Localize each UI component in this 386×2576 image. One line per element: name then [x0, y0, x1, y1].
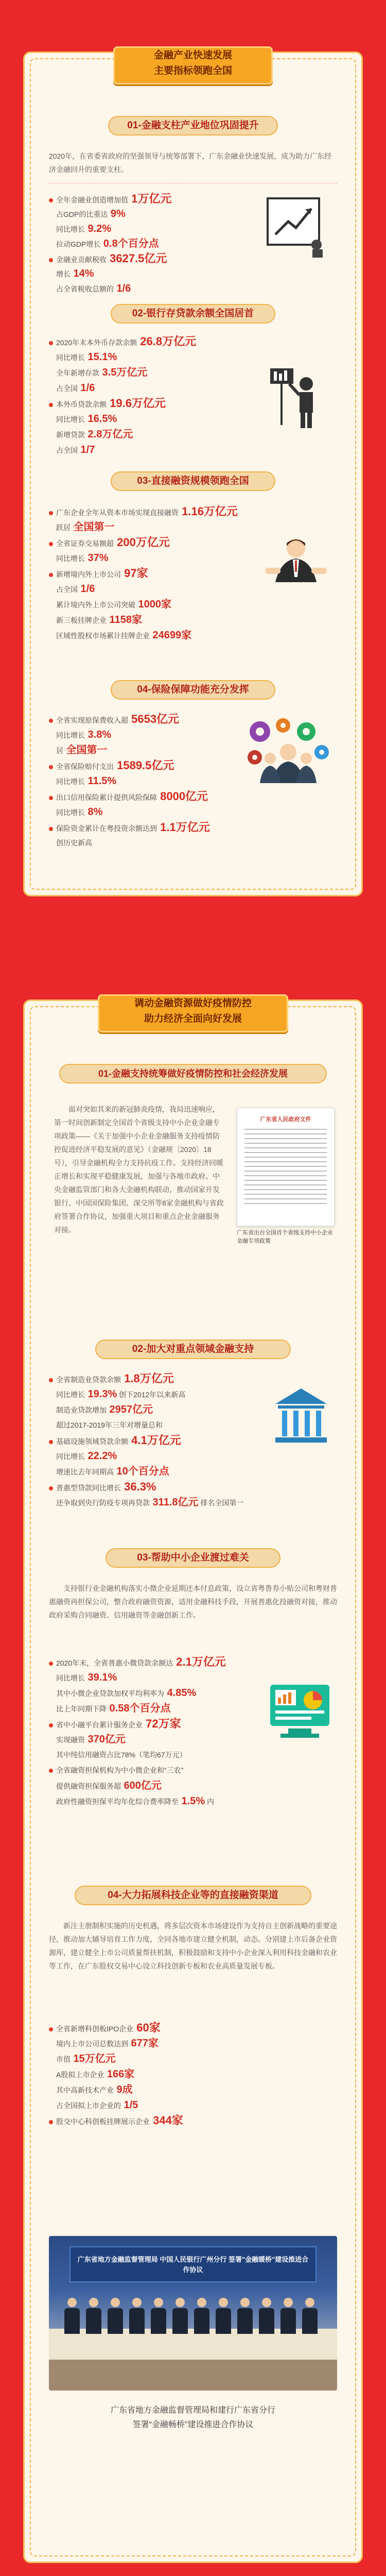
stat-value: 1/6: [78, 382, 95, 394]
section-intro: 2020年，在省委省政府的坚强领导与统筹部署下，广东金融业快速发展，成为助力广东经济金融回升的重要支柱。: [49, 152, 332, 174]
bullet-dot-icon: [49, 511, 53, 515]
stat-label: 拉动GDP增长: [56, 240, 101, 248]
stat-row: [56, 729, 111, 741]
stat-label: 增长: [56, 270, 71, 278]
stat-value: 19.6万亿元: [107, 397, 166, 410]
stat-row: [56, 429, 133, 440]
stat-label: 占全省税收总额的: [56, 285, 114, 293]
stat-row: [49, 714, 179, 726]
stat-value: 22.2%: [85, 1450, 117, 1462]
section-text: 面对突如其来的新冠肺炎疫情，我局迅速响应，第一时间创新制定全国首个省级支持中小企业金融专项政策——《关于加强中小企业金融服务支持疫情防控促进经济平稳发展的意见》（金融规〔2020〕18号），引导金融机构全力支持抗疫工作。支持经济回暖正增长和实现平稳健康发展，加强与各地市政府、中央金融监管部门和各大金融机构联动，推动国家开发银行、中国国保险集团、深交所等8家金融机构与省政府签署合作协议，加强重大项目和重点企业金融服务对接。: [54, 1105, 224, 1234]
stat-value: 3.5万亿元: [99, 367, 148, 378]
stat-value: 8%: [85, 806, 103, 818]
stat-value: 2957亿元: [107, 1404, 153, 1415]
stat-value: 19.3%: [85, 1388, 117, 1400]
stat-value: 1000家: [135, 599, 172, 610]
document-caption: 广东省出台全国首个省级支持中小企业金融专项政策: [237, 1230, 333, 1244]
stat-label: 全省实现原保费收入超: [56, 716, 128, 724]
stat-value: 0.58个百分点: [107, 1703, 171, 1714]
person-figure: [237, 2298, 253, 2334]
team-gears-icon: [244, 716, 332, 783]
stat-value: 1/7: [78, 444, 95, 455]
section-heading: 01-金融支柱产业地位巩固提升: [108, 116, 278, 135]
stat-label: 跃居: [56, 523, 71, 532]
bullet-dot-icon: [49, 198, 53, 202]
stat-row: [56, 2038, 159, 2049]
stat-row: [49, 1656, 226, 1669]
stat-row: [56, 444, 95, 456]
bullet-dot-icon: [49, 765, 53, 769]
stat-value: 1/6: [114, 283, 131, 294]
bullet-dot-icon: [49, 258, 53, 262]
stat-label: 占全国: [56, 585, 78, 594]
stat-label: 出口信用保险累计提供风险保障: [56, 793, 157, 802]
stat-label: 同比增长: [56, 415, 85, 423]
bullet-dot-icon: [49, 1440, 53, 1444]
stat-label: 占全国: [56, 446, 78, 454]
stat-value: 3.8%: [85, 729, 112, 740]
stat-row: [56, 2069, 134, 2080]
stat-row: [56, 2099, 138, 2111]
stat-row: [56, 1404, 153, 1416]
stat-value: 344家: [150, 2114, 183, 2127]
stat-label: 2020年末本外币存款余额: [56, 338, 137, 347]
ribbon-line-1: 调动金融资源做好疫情防控: [134, 998, 252, 1009]
stat-value: 14%: [71, 268, 94, 279]
stat-row: [56, 268, 94, 280]
bank-building-icon: [273, 1386, 329, 1448]
stat-row: [56, 351, 117, 363]
stat-label: 股交中心科创板挂牌展示企业: [56, 2117, 150, 2126]
stat-label: 同比增长: [56, 353, 85, 362]
stat-value: 0.8个百分点: [100, 238, 159, 249]
person-figure: [172, 2298, 188, 2334]
stat-value: 4.85%: [164, 1687, 197, 1699]
stat-label: 同比增长: [56, 731, 85, 739]
stat-row: [56, 413, 117, 425]
stat-row: [56, 583, 95, 595]
section-heading: 04-保险保障功能充分发挥: [111, 680, 275, 700]
section-intro: 新注主册制积实施的历史机遇，将多层次资本市场建设作为支持自主创新战略的重要途径，推动加大辅导培育工作力度，全同各地市建立健全机制，动态。分别建上市后备企业资源库，建立健全上市公司质量帮扶机制，积极鼓励和支持中小企业深入利用科技金融和农业等工作，在广东股权交易中心设立科技创新专板和农业高质量发展专板。: [49, 1922, 337, 1970]
stat-label: 实现融资: [56, 1736, 85, 1744]
section-heading: 02-银行存贷款余额全国居首: [111, 304, 275, 324]
stat-row: [56, 1497, 243, 1509]
stat-row: [56, 1780, 162, 1792]
stat-row: [56, 837, 92, 849]
stat-value: 39.1%: [85, 1672, 117, 1683]
stat-row: [49, 253, 167, 265]
stat-row: [49, 2115, 183, 2127]
stat-label: 本外币贷款余额: [56, 400, 107, 409]
stat-row: [56, 2084, 133, 2096]
section-heading: 04-大力拓展科技企业等的直接融资渠道: [75, 1886, 311, 1905]
stat-value: 1万亿元: [128, 192, 172, 205]
stat-label: 同比增长: [56, 777, 85, 786]
stat-row: [49, 1373, 174, 1385]
stat-value: 4.1万亿元: [128, 1434, 181, 1447]
stat-label: 还争取到央行防疫专项再贷款: [56, 1499, 150, 1507]
section-heading: 03-帮助中小企业渡过难关: [106, 1548, 280, 1568]
stat-label: 全省新增科创板IPO企业: [56, 2025, 134, 2033]
policy-document-image: 广东省人民政府文件: [237, 1108, 335, 1226]
stat-label: 省中小融平台累计服务企业: [56, 1721, 143, 1729]
stat-row: [56, 283, 131, 295]
stat-row: [49, 2022, 161, 2035]
stat-row: [56, 238, 159, 250]
stat-row: [49, 568, 148, 580]
stat-label: 同比增长: [56, 808, 85, 817]
stat-label: 占全国: [56, 384, 78, 393]
stat-label: 增速比去年同期高: [56, 1468, 114, 1476]
signing-ceremony-photo: [49, 2236, 337, 2391]
stat-label: 其中高新技术产业: [56, 2086, 114, 2094]
stat-row: [56, 630, 191, 641]
stat-value: 311.8亿元: [150, 1497, 199, 1508]
stat-row: [49, 1765, 183, 1776]
stat-suffix: 排名全国第一: [198, 1499, 244, 1507]
stat-label: 基础设施领域贷款余额: [56, 1437, 128, 1446]
stat-label: 普惠型贷款同比增长: [56, 1484, 121, 1492]
stat-label: 保险资金累计在粤投资余额达到: [56, 824, 157, 833]
stat-value: 677家: [128, 2038, 159, 2049]
stat-value: 全国第一: [71, 521, 115, 533]
stat-row: [49, 760, 174, 772]
stat-row: [49, 537, 170, 549]
stat-row: [56, 775, 116, 787]
stat-row: [56, 599, 171, 611]
stat-row: [56, 1687, 196, 1699]
bullet-dot-icon: [49, 542, 53, 546]
stat-value: 1.16万亿元: [179, 505, 238, 518]
stat-suffix: 创下2012年以来新高: [117, 1391, 186, 1399]
bullet-dot-icon: [49, 403, 53, 407]
person-figure: [151, 2298, 166, 2334]
photo-caption-line-1: 广东省地方金融监督管理局和建行广东省分行: [110, 2406, 275, 2415]
stat-row: [56, 1388, 185, 1400]
stat-value: 9.2%: [85, 223, 112, 234]
stat-label: 金融业贡献税收: [56, 256, 107, 264]
stat-row: [56, 1749, 187, 1760]
stat-value: 1158家: [107, 614, 142, 625]
stat-label: 提供融资担保服务超: [56, 1782, 121, 1790]
person-figure: [64, 2298, 80, 2334]
ribbon-title-1: [113, 46, 273, 84]
growth-chart-icon: [265, 196, 327, 258]
stat-label: 全省融资担保机构为中小微企业和“三农”: [56, 1766, 184, 1774]
stat-label: 政府性融资担保平均年化综合费率降至: [56, 1798, 179, 1806]
stat-label: 同比增长: [56, 1674, 85, 1682]
stat-label: 广东企业全年从资本市场实现直接融资: [56, 509, 179, 517]
stat-label: 同比增长: [56, 225, 85, 233]
bullet-dot-icon: [49, 1723, 53, 1727]
stat-label: 占全国拟上市企业的: [56, 2102, 121, 2110]
stat-value: 15.1%: [85, 351, 117, 363]
stat-value: 11.5%: [85, 775, 117, 787]
ribbon-title-2: [98, 994, 288, 1032]
stat-row: [56, 367, 147, 379]
stat-value: 9%: [108, 208, 126, 219]
stat-value: 166家: [104, 2069, 135, 2080]
stat-label: 同比增长: [56, 1452, 85, 1461]
stat-row: [56, 1734, 126, 1745]
bullet-dot-icon: [49, 827, 53, 831]
bullet-dot-icon: [49, 341, 53, 345]
stat-value: 8000亿元: [157, 790, 208, 803]
bullet-dot-icon: [49, 719, 53, 723]
stat-label: 全年新增存款: [56, 369, 99, 377]
stat-value: 1/5: [121, 2099, 138, 2111]
stat-row: [49, 398, 166, 410]
stat-value: 3627.5亿元: [107, 252, 167, 265]
stat-label: 2020年末，全省普惠小微贷款余额达: [56, 1659, 173, 1667]
bullet-dot-icon: [49, 1769, 53, 1773]
stat-label: 累计境内外上市公司突破: [56, 601, 135, 609]
person-figure: [216, 2298, 231, 2334]
stat-row: [49, 1718, 181, 1731]
stat-row: [56, 1419, 163, 1431]
stat-value: 1/6: [78, 583, 95, 595]
ribbon-line-2: 主要指标领跑全国: [153, 65, 232, 76]
section-intro: 支持银行业金融机构落实小微企业延期还本付息政策，设立省粤鲁券小贴公司和粤财普惠融资再担保公司，整合政府融资资源，适用金融科技手段，开展普惠化投融资对接，推动政府采购合同融资、信用融资等金融创新工作。: [49, 1584, 337, 1619]
person-figure: [302, 2298, 318, 2334]
stat-suffix: 内: [205, 1798, 215, 1806]
stat-label: 制造业贷款增加: [56, 1406, 107, 1414]
stat-label: 超过2017-2019年三年对增量总和: [56, 1421, 163, 1429]
stat-row: [56, 223, 111, 235]
businessman-presenting-icon: [268, 363, 324, 430]
photo-caption: [49, 2403, 337, 2432]
stat-label: 全年金融业创造增加值: [56, 196, 128, 204]
stat-row: [56, 521, 115, 533]
stat-value: 72万家: [143, 1717, 181, 1730]
person-figure: [86, 2298, 101, 2334]
stat-value: 1.8万亿元: [121, 1372, 174, 1385]
stat-row: [49, 336, 196, 348]
stat-row: [56, 1672, 117, 1684]
stat-value: 60家: [133, 2021, 161, 2034]
person-figure: [280, 2298, 296, 2334]
stat-row: [56, 1703, 170, 1715]
stat-value: 5653亿元: [128, 713, 180, 725]
photo-caption-line-2: 签署“金融畅桥”建设推进合作协议: [132, 2420, 254, 2429]
stat-label: 创历史新高: [56, 839, 92, 847]
stat-row: [49, 1481, 156, 1494]
stat-value: 10个百分点: [114, 1466, 169, 1477]
stat-value: 1589.5亿元: [114, 759, 174, 772]
section-heading: 03-直接融资规模领跑全国: [111, 471, 275, 491]
stat-value: 15万亿元: [71, 2053, 116, 2064]
stat-row: [56, 1795, 214, 1807]
stat-row: [56, 208, 126, 220]
stat-value: 1.1万亿元: [157, 821, 210, 834]
stat-row: [49, 822, 210, 834]
bullet-dot-icon: [49, 1486, 53, 1490]
stat-value: 36.3%: [121, 1480, 156, 1493]
person-figure: [108, 2298, 123, 2334]
stat-label: 新增境内外上市公司: [56, 570, 121, 579]
stat-label: 同比增长: [56, 554, 85, 563]
stat-row: [56, 1466, 169, 1478]
stat-value: 24699家: [150, 630, 192, 641]
analytics-dashboard-icon: [268, 1682, 332, 1744]
stat-row: [56, 614, 142, 626]
stat-label: 其中纯信用融资占比78%（笔均67万元）: [56, 1751, 187, 1759]
stat-value: 2.8万亿元: [85, 429, 133, 440]
stat-row: [56, 806, 102, 818]
ribbon-line-1: 金融产业快速发展: [153, 50, 232, 61]
stat-label: 占GDP的比重达: [56, 210, 108, 218]
stat-label: 其中小微企业贷款加权平均利率为: [56, 1689, 164, 1698]
stat-value: 200万亿元: [114, 536, 170, 549]
stat-value: 全国第一: [63, 744, 108, 756]
stat-label: 居: [56, 747, 63, 755]
stat-row: [56, 1450, 117, 1462]
stat-row: [56, 744, 108, 756]
stat-label: 新三板挂牌企业: [56, 616, 107, 624]
stat-value: 9成: [114, 2084, 133, 2095]
bullet-dot-icon: [49, 573, 53, 577]
stat-row: [56, 382, 95, 394]
stat-row: [49, 1435, 181, 1447]
person-figure: [129, 2298, 145, 2334]
section-heading: 02-加大对重点领域金融支持: [95, 1340, 291, 1359]
person-figure: [259, 2298, 274, 2334]
bullet-dot-icon: [49, 1662, 53, 1666]
bullet-dot-icon: [49, 1378, 53, 1382]
bullet-dot-icon: [49, 2120, 53, 2124]
stat-value: 2.1万亿元: [173, 1655, 226, 1668]
stat-label: 比上年同期下降: [56, 1705, 107, 1713]
stat-label: 新增贷款: [56, 431, 85, 439]
bullet-dot-icon: [49, 796, 53, 800]
stat-label: 区域性股权市场累计挂牌企业: [56, 632, 150, 640]
stat-label: 同比增长: [56, 1391, 85, 1399]
section-heading: 01-金融支持统筹做好疫情防控和社会经济发展: [59, 1064, 327, 1083]
stat-row: [49, 506, 238, 518]
stat-value: 16.5%: [85, 413, 117, 425]
stat-row: [56, 552, 109, 564]
stat-value: 37%: [85, 552, 109, 564]
stat-label: 境内上市公司总数达到: [56, 2040, 128, 2048]
stat-label: A股拟上市企业: [56, 2071, 104, 2079]
ribbon-line-2: 助力经济全面向好发展: [144, 1013, 242, 1024]
bullet-dot-icon: [49, 2027, 53, 2031]
stat-value: 26.8万亿元: [137, 335, 197, 348]
stat-value: 1.5%: [179, 1795, 205, 1807]
photo-banner-text: 广东省地方金融监督管理局 中国人民银行广州分行 签署"金融暖桥"建设推进合作协议: [77, 2256, 309, 2274]
stat-value: 370亿元: [85, 1734, 126, 1745]
businessman-icon: [260, 536, 332, 582]
stat-row: [56, 2053, 116, 2065]
stat-label: 全省保险赔付支出: [56, 762, 114, 771]
person-figure: [194, 2298, 209, 2334]
stat-label: 全省制造业贷款余额: [56, 1376, 121, 1384]
stat-row: [49, 193, 171, 206]
stat-row: [49, 791, 208, 803]
stat-label: 全省证券交易额超: [56, 539, 114, 548]
stat-value: 97家: [121, 567, 148, 580]
stat-label: 市值: [56, 2055, 71, 2063]
stat-value: 600亿元: [121, 1780, 162, 1791]
